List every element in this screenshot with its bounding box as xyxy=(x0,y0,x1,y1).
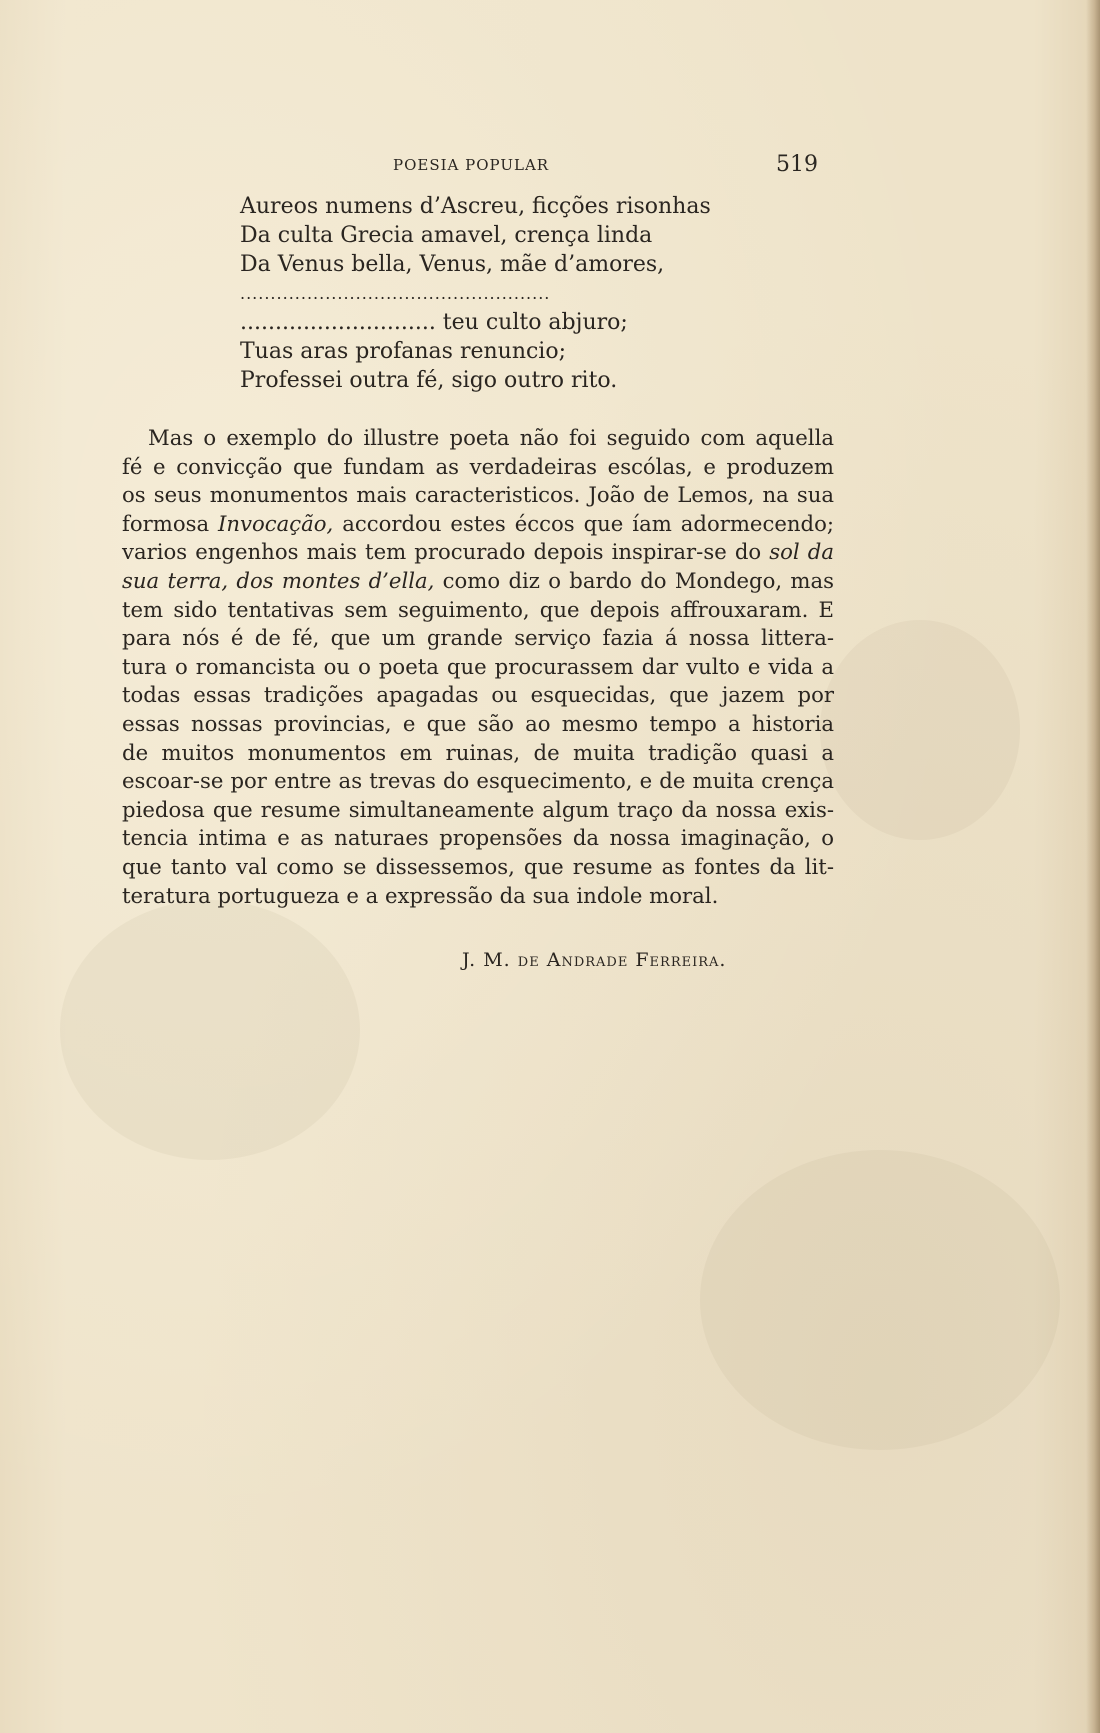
verse-ellipsis-line: ................................................... xyxy=(240,284,551,303)
verse-line: ............................ teu culto abjuro; xyxy=(240,310,628,335)
body-paragraph xyxy=(122,424,834,910)
verse-line: Professei outra fé, sigo outro rito. xyxy=(240,368,618,393)
paragraph-line: para nós é de fé, que um grande serviço fazia á nossa littera- xyxy=(122,625,834,651)
author-particle: de xyxy=(517,949,540,971)
paper-stain xyxy=(700,1150,1060,1450)
paragraph-line: escoar-se por entre as trevas do esquecimento, e de muita crença xyxy=(122,768,834,794)
page-number: 519 xyxy=(776,152,818,177)
paragraph-line: tura o romancista ou o poeta que procurassem dar vulto e vida a xyxy=(122,653,834,679)
paragraph-line xyxy=(122,567,834,596)
paragraph-line xyxy=(122,538,834,567)
paper-stain xyxy=(60,900,360,1160)
verse-line: Tuas aras profanas renuncio; xyxy=(240,339,567,364)
paragraph-line: piedosa que resume simultaneamente algum traço da nossa exis- xyxy=(122,796,834,822)
paragraph-line: todas essas tradições apagadas ou esquecidas, que jazem por xyxy=(122,682,834,708)
paragraph-text: como diz o bardo do Mondego, mas xyxy=(434,567,834,593)
verse-line: Aureos numens d’Ascreu, ficções risonhas xyxy=(240,194,711,219)
paragraph-line: teratura portugueza e a expressão da sua indole moral. xyxy=(122,882,719,908)
author-signature xyxy=(462,949,726,971)
paragraph-line: que tanto val como se dissessemos, que resume as fontes da lit- xyxy=(122,853,834,879)
verse-line: Da Venus bella, Venus, mãe d’amores, xyxy=(240,252,665,277)
paragraph-line: tem sido tentativas sem seguimento, que depois affrouxaram. E xyxy=(122,596,834,622)
paragraph-text: formosa xyxy=(122,510,219,536)
paragraph-line: de muitos monumentos em ruinas, de muita tradição quasi a xyxy=(122,739,834,765)
paragraph-line: tencia intima e as naturaes propensões da nossa imaginação, o xyxy=(122,825,834,851)
italic-title-invocacao: Invocação, xyxy=(218,510,334,536)
paragraph-line: os seus monumentos mais caracteristicos. João de Lemos, na sua xyxy=(122,482,834,508)
paragraph-line: Mas o exemplo do illustre poeta não foi seguido com aquella xyxy=(148,425,834,450)
author-initials: J. M. xyxy=(462,949,518,971)
paragraph-line: fé e convicção que fundam as verdadeiras escólas, e produzem xyxy=(122,453,834,479)
verse-quotation xyxy=(240,192,720,395)
running-title: POESIA POPULAR xyxy=(393,156,550,174)
page-edge-shadow xyxy=(1086,0,1100,1733)
paper-stain xyxy=(820,620,1020,840)
italic-quote: sol da xyxy=(769,539,834,565)
paragraph-text: accordou estes éccos que íam adormecendo; xyxy=(333,510,834,536)
italic-quote: sua terra, dos montes d’ella, xyxy=(122,567,435,593)
paragraph-line xyxy=(122,510,834,539)
author-name: Andrade Ferreira. xyxy=(539,949,727,971)
running-head xyxy=(240,152,818,182)
verse-line: Da culta Grecia amavel, crença linda xyxy=(240,223,653,248)
paragraph-line: essas nossas provincias, e que são ao mesmo tempo a historia xyxy=(122,710,834,736)
paragraph-text: varios engenhos mais tem procurado depois inspirar-se do xyxy=(122,539,770,565)
